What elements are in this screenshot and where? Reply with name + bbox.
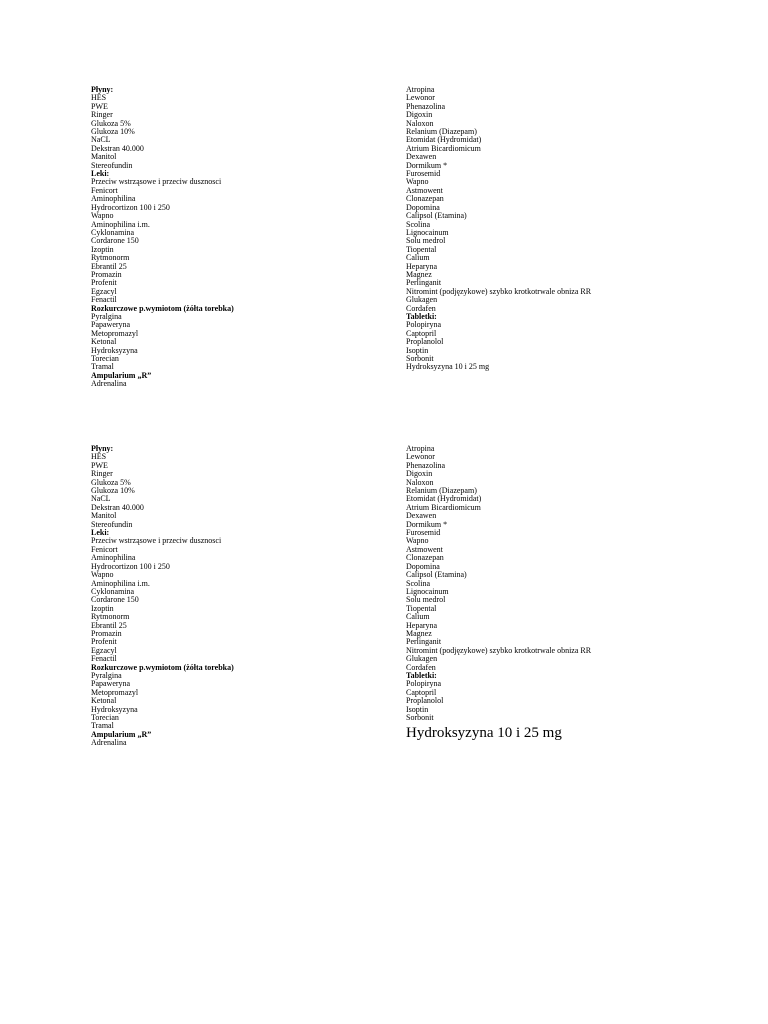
list-item: Nitromint (podjęzykowe) szybko krotkotrwale obniza RR	[406, 645, 592, 655]
list-item: Fenactil	[91, 654, 117, 664]
list-item: Wapno	[406, 536, 429, 546]
list-item: Promazin	[91, 269, 122, 279]
list-item: Cordafen	[406, 303, 436, 313]
list-item: Lignocainum	[406, 586, 449, 596]
list-item: Glukagen	[406, 295, 438, 305]
list-item: Lewonor	[406, 452, 435, 462]
list-item: Magnez	[406, 628, 432, 638]
list-item: Tramal	[91, 721, 114, 731]
list-item: Dexawen	[406, 152, 437, 162]
list-item: Aminophilina	[91, 553, 136, 563]
section-heading: Tabletki:	[406, 670, 437, 680]
list-item: HES	[91, 93, 107, 103]
section-heading: Leki:	[91, 528, 110, 538]
list-item: Sorbonit	[406, 354, 434, 363]
list-item: Scolina	[406, 578, 430, 588]
list-item: Heparyna	[406, 261, 438, 271]
list-item: Tramal	[91, 362, 114, 372]
list-item: Pyralgina	[91, 670, 122, 680]
list-item: Izoptin	[91, 244, 114, 254]
list-item: Wapno	[91, 211, 114, 221]
section-heading: Płyny:	[91, 85, 114, 94]
section-heading: Rozkurczowe p.wymiotom (żółta torebka)	[91, 662, 234, 672]
list-item: Stereofundin	[91, 519, 133, 529]
list-item: Perlinganit	[406, 278, 442, 288]
list-item: Lewonor	[406, 93, 435, 103]
list-item: Tiopental	[406, 244, 437, 254]
list-item: Cyklonamina	[91, 586, 135, 596]
list-item: Dekstran 40.000	[91, 143, 144, 153]
list-item: Egzacyl	[91, 286, 117, 296]
left-column	[91, 86, 391, 389]
list-item: Clonazepan	[406, 194, 444, 204]
list-item: Calipsol (Etamina)	[406, 570, 467, 580]
list-item: Profenit	[91, 637, 117, 647]
list-item: Promazin	[91, 628, 122, 638]
list-item: Hydroksyzyna 10 i 25 mg	[406, 362, 490, 372]
list-item: Aminophilina	[91, 194, 136, 204]
list-item: Lignocainum	[406, 227, 449, 237]
list-item: Manitol	[91, 152, 117, 162]
section-heading: Ampularium „R”	[91, 370, 152, 380]
list-item: Furosemid	[406, 528, 441, 538]
list-item: Naloxon	[406, 477, 434, 487]
list-item: Dormikum *	[406, 160, 448, 170]
list-item: Izoptin	[91, 603, 114, 613]
list-item: Hydrocortizon 100 i 250	[91, 202, 170, 212]
list-item: Rytmonorm	[91, 612, 130, 622]
list-item: Etomidat (Hydromidat)	[406, 135, 482, 145]
list-item: Fenicort	[91, 544, 118, 554]
list-item: HES	[91, 452, 107, 462]
list-item: Aminophilina i.m.	[91, 578, 150, 588]
list-item: Cordarone 150	[91, 236, 139, 246]
list-item: Isoptin	[406, 345, 429, 355]
list-item: Cyklonamina	[91, 227, 135, 237]
list-item: Glukoza 5%	[91, 477, 131, 487]
list-item: Astmowent	[406, 185, 443, 195]
list-item: Ebrantil 25	[91, 620, 127, 630]
list-item: Pyralgina	[91, 311, 122, 321]
list-item: Przeciw wstrząsowe i przeciw dusznosci	[91, 177, 222, 187]
list-item: Fenactil	[91, 295, 117, 305]
list-item: Dormikum *	[406, 519, 448, 529]
list-item: Cordarone 150	[91, 595, 139, 605]
list-item: Adrenalina	[91, 379, 127, 389]
list-item: Calipsol (Etamina)	[406, 211, 467, 221]
list-item: Profenit	[91, 278, 117, 288]
section-heading: Leki:	[91, 169, 110, 179]
list-item: Ketonal	[91, 337, 117, 347]
list-item: Glukoza 10%	[91, 486, 135, 496]
list-item: Captopril	[406, 328, 437, 338]
list-item: Furosemid	[406, 169, 441, 179]
list-item: Hydrocortizon 100 i 250	[91, 561, 170, 571]
list-item: Captopril	[406, 687, 437, 697]
list-item: Atrium Bicardiomicum	[406, 143, 481, 153]
list-item: Dopomina	[406, 561, 440, 571]
list-item: Dexawen	[406, 511, 437, 521]
list-item: Ringer	[91, 110, 113, 120]
list-item: Glukoza 5%	[91, 118, 131, 128]
section-heading: Płyny:	[91, 444, 114, 453]
list-item: Proplanolol	[406, 337, 444, 347]
list-item: Phenazolina	[406, 101, 446, 111]
list-item: Egzacyl	[91, 645, 117, 655]
list-item: Rytmonorm	[91, 253, 130, 263]
list-item: Dekstran 40.000	[91, 502, 144, 512]
list-item: Etomidat (Hydromidat)	[406, 494, 482, 504]
list-item: Manitol	[91, 511, 117, 521]
list-item: Atropina	[406, 444, 435, 453]
list-item: Glukagen	[406, 654, 438, 664]
list-item: Przeciw wstrząsowe i przeciw dusznosci	[91, 536, 222, 546]
list-item: Dopomina	[406, 202, 440, 212]
list-item: Solu medrol	[406, 236, 446, 246]
list-item: Perlinganit	[406, 637, 442, 647]
list-item: Adrenalina	[91, 738, 127, 748]
list-item: Astmowent	[406, 544, 443, 554]
left-column	[91, 445, 391, 748]
list-item: Magnez	[406, 269, 432, 279]
list-item: Digoxin	[406, 469, 433, 479]
list-item: Calium	[406, 253, 430, 263]
list-item: Polopiryna	[406, 320, 442, 330]
list-item: Tiopental	[406, 603, 437, 613]
list-item: Papaweryna	[91, 679, 131, 689]
list-item: NaCL	[91, 494, 111, 504]
list-item: Hydroksyzyna	[91, 345, 138, 355]
list-item: Atropina	[406, 85, 435, 94]
list-item: PWE	[91, 101, 108, 111]
list-item: Papaweryna	[91, 320, 131, 330]
list-item: Naloxon	[406, 118, 434, 128]
list-item: Calium	[406, 612, 430, 622]
right-column	[406, 86, 746, 372]
list-item: Digoxin	[406, 110, 433, 120]
list-item: Glukoza 10%	[91, 127, 135, 137]
list-item: Fenicort	[91, 185, 118, 195]
list-item: Aminophilina i.m.	[91, 219, 150, 229]
list-item: Clonazepan	[406, 553, 444, 563]
list-item: Atrium Bicardiomicum	[406, 502, 481, 512]
list-item: Relanium (Diazepam)	[406, 127, 477, 137]
list-item: Hydroksyzyna	[91, 704, 138, 714]
list-item: Torecian	[91, 354, 119, 363]
list-item: Cordafen	[406, 662, 436, 672]
list-item: Solu medrol	[406, 595, 446, 605]
right-column	[406, 445, 746, 743]
list-item: Stereofundin	[91, 160, 133, 170]
list-item: Hydroksyzyna 10 i 25 mg	[406, 725, 562, 742]
list-item: Heparyna	[406, 620, 438, 630]
list-item: Isoptin	[406, 704, 429, 714]
list-item: Wapno	[91, 570, 114, 580]
list-item: Sorbonit	[406, 713, 434, 722]
section-heading: Ampularium „R”	[91, 729, 152, 739]
list-item: Nitromint (podjęzykowe) szybko krotkotrwale obniza RR	[406, 286, 592, 296]
list-item: Ebrantil 25	[91, 261, 127, 271]
list-item: Metopromazyl	[91, 687, 139, 697]
list-item: PWE	[91, 460, 108, 470]
list-item: Phenazolina	[406, 460, 446, 470]
list-item: Torecian	[91, 713, 119, 722]
section-heading: Tabletki:	[406, 311, 437, 321]
list-item: NaCL	[91, 135, 111, 145]
list-item: Relanium (Diazepam)	[406, 486, 477, 496]
list-item: Proplanolol	[406, 696, 444, 706]
list-item: Polopiryna	[406, 679, 442, 689]
list-item: Scolina	[406, 219, 430, 229]
list-item: Ringer	[91, 469, 113, 479]
list-item: Wapno	[406, 177, 429, 187]
list-item: Ketonal	[91, 696, 117, 706]
section-heading: Rozkurczowe p.wymiotom (żółta torebka)	[91, 303, 234, 313]
list-item: Metopromazyl	[91, 328, 139, 338]
